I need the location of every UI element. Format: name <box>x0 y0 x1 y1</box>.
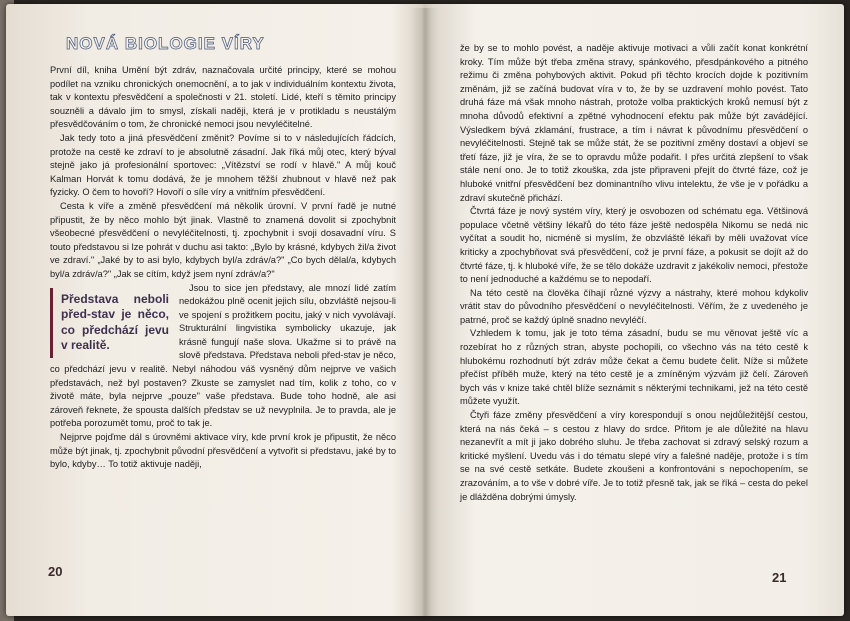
paragraph: Vzhledem k tomu, jak je toto téma zásadní, budu se mu věnovat ještě víc a rozebírat ho z různých stran, abyste pochopili, co všechno vás na této cestě k hlubokému rozhodnutí být zdráv může čekat a čemu budete čelit. Níže si můžete přečíst příběh muže, který na této cestě je a zmíněným výzvám již čelí. Zároveň bych vás v knize také chtěl blíže seznámit s některými technikami, jež na této cestě můžete využít. <box>460 328 808 407</box>
paragraph: První díl, kniha Umění být zdráv, naznačovala určité principy, které se mohou podílet na vzniku chronických onemocnění, a to jak v individuálním kontextu života, tak v kontextu přesvědčení a společnosti v 21. století. Lidé, kteří s těmito principy souzněli a dávalo jim to smysl, získali naději, která je v protikladu s neustálým přesvědčováním o tom, že chronické nemoci jsou nevyléčitelné. <box>50 65 396 130</box>
page-number-left: 20 <box>48 564 63 579</box>
paragraph: Čtvrtá fáze je nový systém víry, který je osvobozen od schématu ega. Většinová populace včetně většiny lékařů do této fáze ještě nedospěla Nikomu se nedá nic vyčítat a soudit ho, nicméně si myslím, že obzvláště lékaři by měli uvažovat více kriticky a zpochybňovat svá přesvědčení, což je první fáze, a pokusit se dojít až do čtvrté fáze, tj. k hluboké víře, že se tělo dokáže uzdravit z jakékoliv nemoci, přestože to není jednoduché a každému se to nepodaří. <box>460 206 808 285</box>
paragraph: Nejprve pojďme dál s úrovněmi aktivace víry, kde první krok je připustit, že něco může být jinak, tj. zpochybnit původní přesvědčení a vytvořit si představu, jaké by to bylo, kdyby… To totiž aktivuje naději, <box>50 432 396 470</box>
right-page-body <box>460 42 808 504</box>
gutter-shadow <box>410 8 440 620</box>
right-page <box>440 12 832 612</box>
chapter-title: NOVÁ BIOLOGIE VÍRY <box>66 34 265 53</box>
paragraph: Na této cestě na člověka číhají různé výzvy a nástrahy, které mohou kdykoliv vrátit stav do původního přesvědčení o nevyléčitelnosti. Věřím, že z uvedeného je patrné, proč se každý úplně snadno nevyléčí. <box>460 287 808 325</box>
paragraph: Jsou to sice jen představy, ale mnozí lidé zatím nedokážou plně ocenit jejich sílu, obzvláště nejsou-li ve spojení s prožitkem pocitu, jaký v nich vyvolávají. Strukturální lingvistika symbolicky ukazuje, jak krásně fungují naše slova. Ukažme si to právě na slově představa. Představa neboli před-stav je něco, co předchází jevu v realitě. Nebyl náhodou váš vysněný dům nejprve ve vašich představách, než byl postaven? Zkuste se zamyslet nad tím, kolik z toho, co v životě máte, byla nejprve „pouze" vaše představa. Bude toho hodně, ale asi zároveň řeknete, že spousta dalších představ se už nevyplnila. Je to pravda, ale je potřeba porozumět tomu, proč to tak je. <box>50 282 396 429</box>
paragraph: Jak tedy toto a jiná přesvědčení změnit? Povíme si to v následujících řádcích, protože na cestě ke zdraví to je absolutně zásadní. Jak říká můj otec, který býval stejně jako já profesionální sportovec: „Vítězství se rodí v hlavě." A můj kouč Kalman Horvát k tomu dodává, že je mnohem těžší zhubnout v hlavě než pak fyzicky. O čem to hovoří? Hovoří o síle víry a vnitřním přesvědčení. <box>50 132 396 198</box>
left-page <box>22 12 422 612</box>
paragraph: Cesta k víře a změně přesvědčení má několik úrovní. V první řadě je nutné připustit, že by něco mohlo být jinak. Vlastně to znamená dovolit si zpochybnit všeobecné přesvědčení o nevyléčitelnosti, tj. zpochybnit i svoji dosavadní víru. S touto představou si lze pohrát v duchu asi takto: „Bylo by krásné, kdybych žil/a život ve zdraví." „Jaké by to asi bylo, kdybych byl/a zdráv/a?" „Co bych dělal/a, kdybych byl/a zdráv/a?" „Jak se cítím, když jsem nyní zdráv/a?" <box>50 200 396 279</box>
paragraph: Čtyři fáze změny přesvědčení a víry korespondují s onou nejdůležitější cestou, která na nás čeká – s cestou z hlavy do srdce. Přitom je ale důležité na hlavu nezanevřít a mít ji jako dobrého sluhu. Je třeba zachovat si zdravý selský rozum a kritické myšlení. Uvedu vás i do tématu slepé víry a falešné naděje, protože i s tím se na své cestě setkáte. Budete zkoušeni a konfrontováni s nepochopením, se zrazováním, a to vše v dobré víře. Je to totiž přesně tak, jak se říká – cesta do pekel je dlážděna dobrými úmysly. <box>460 410 808 502</box>
page-number-right: 21 <box>772 570 787 585</box>
book-spread <box>6 4 844 616</box>
paragraph: že by se to mohlo povést, a naděje aktivuje motivaci a vůli začít konat konkrétní kroky. Tím může být třeba změna stravy, spánkového, přesdpánkového a pitného režimu či změna pohybových aktivit. Pokud při těchto krocích dojde k pozitivním změnám, již se začíná budovat víra v to, že by se uzdravení mohlo povést. Tato druhá fáze má však mnoho nástrah, protože volba praktických kroků nemusí být z mnoha důvodů efektivní a zpětné vyhodnocení efektu pak může být zavádějící. Výsledkem bývá zklamání, frustrace, a tím i návrat k původnímu přesvědčení o nevyléčitelnosti. Stejně tak se může stát, že se pozitivní změny dostaví a objeví se třetí fáze, již je víra, že se to opravdu může podařit. I přes určitá zlepšení to však stále není ono. Je to totiž zkouška, zda jste připraveni přejít do čtvrté fáze, což je hluboké vnitřní přesvědčení bez dominantního vlivu intelektu, že vše je v pořádku a zdraví skutečně přichází. <box>460 43 808 203</box>
left-page-body <box>50 64 396 472</box>
pull-quote: Představa neboli před-stav je něco, co předchází jevu v realitě. <box>50 288 169 358</box>
